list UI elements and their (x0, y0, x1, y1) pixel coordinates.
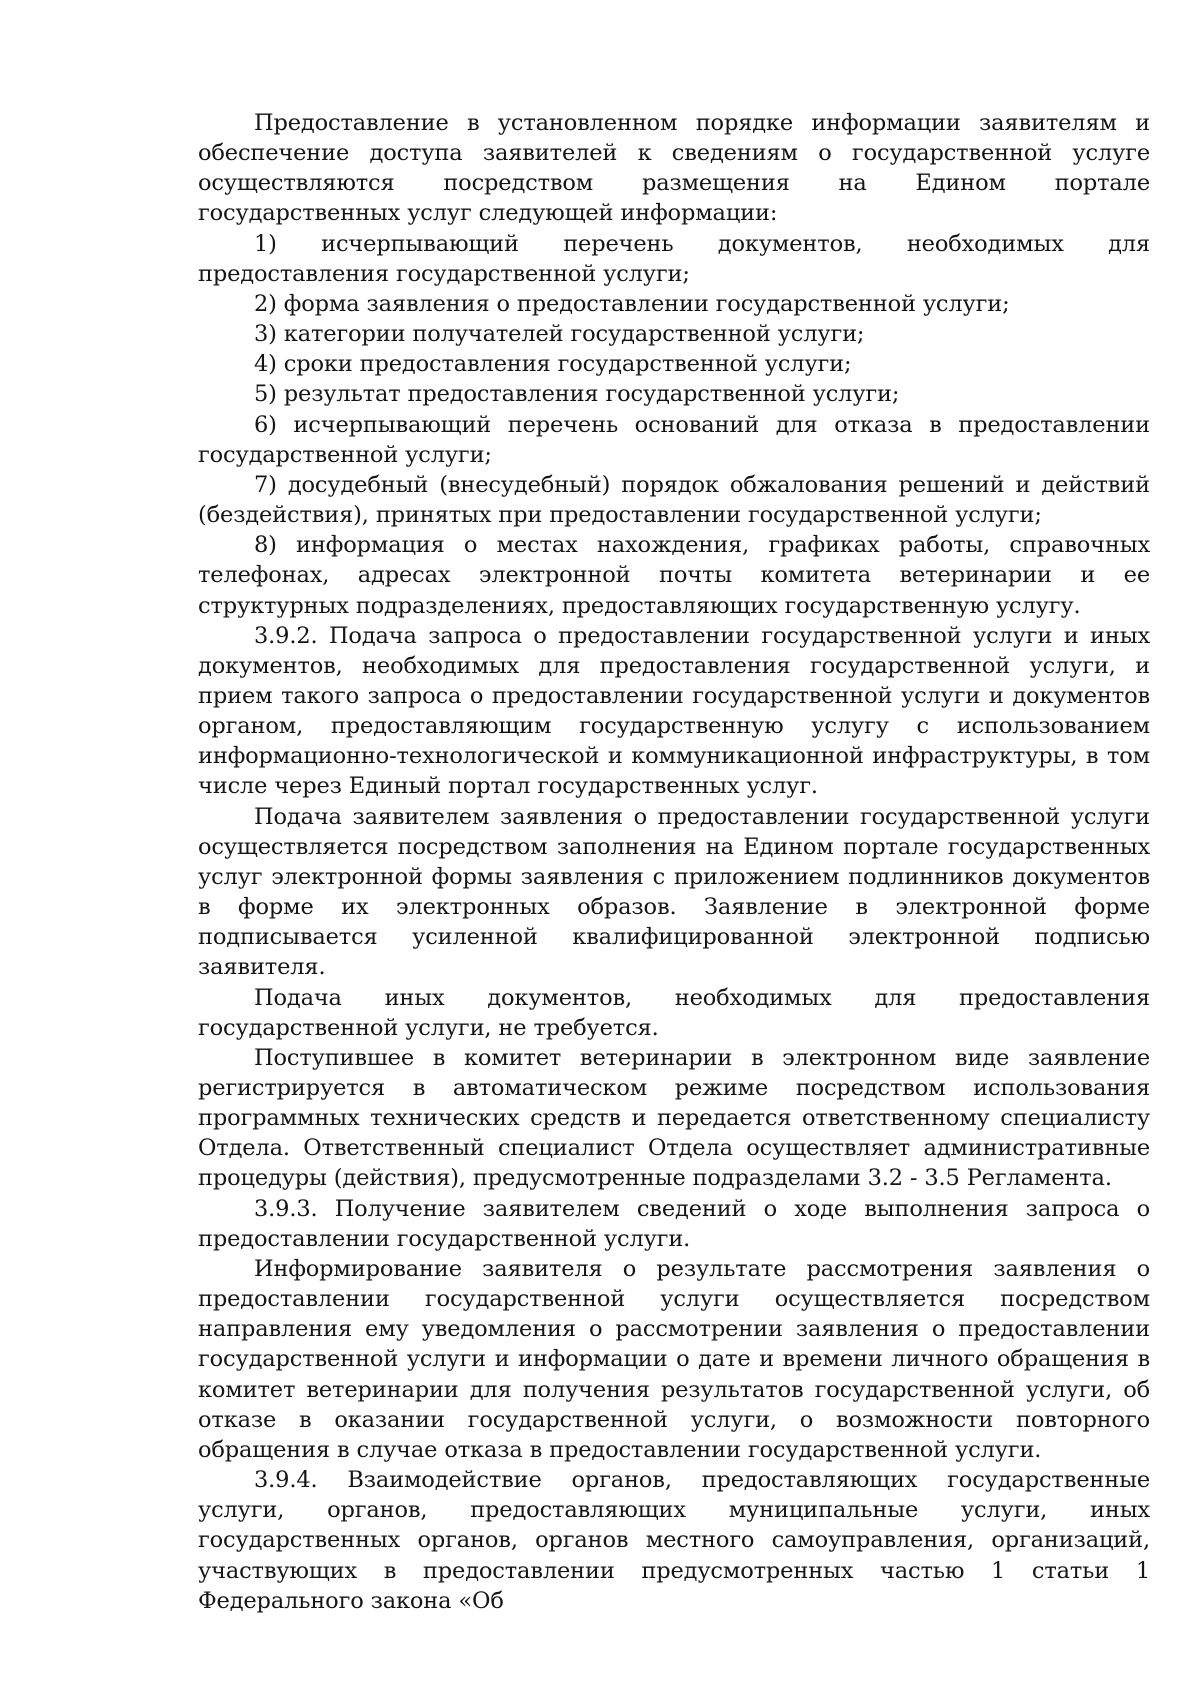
section-3-9-3: 3.9.3. Получение заявителем сведений о ходе выполнения запроса о предоставлении государственной услуги. (198, 1195, 1150, 1252)
list-item-2: 2) форма заявления о предоставлении государственной услуги; (254, 290, 1010, 317)
list-item-5: 5) результат предоставления государственной услуги; (254, 381, 900, 408)
paragraph-informing: Информирование заявителя о результате рассмотрения заявления о предоставлении государственной услуги осуществляется посредством направления ему уведомления о рассмотрении заявления о предоставлении государственной услуги и информации о дате и времени личного обращения в комитет ветеринарии для получения результатов государственной услуги, об отказе в оказании государственной услуги, о возможности повторного обращения в случае отказа в предоставлении государственной услуги. (198, 1255, 1150, 1463)
paragraph-intro: Предоставление в установленном порядке информации заявителям и обеспечение доступа заявителей к сведениям о государственной услуге осуществляются посредством размещения на Едином портале государственных услуг следующей информации: (198, 110, 1150, 227)
paragraph-registration: Поступившее в комитет ветеринарии в электронном виде заявление регистрируется в автоматическом режиме посредством использования программных технических средств и передается ответственному специалисту Отдела. Ответственный специалист Отдела осуществляет административные процедуры (действия), предусмотренные подразделами 3.2 - 3.5 Регламента. (198, 1044, 1150, 1192)
list-item-1: 1) исчерпывающий перечень документов, необходимых для предоставления государственной услуги; (198, 230, 1150, 287)
paragraph-other-documents: Подача иных документов, необходимых для предоставления государственной услуги, не требуется. (198, 984, 1150, 1041)
list-item-3: 3) категории получателей государственной услуги; (254, 321, 865, 348)
list-item-6: 6) исчерпывающий перечень оснований для отказа в предоставлении государственной услуги; (198, 411, 1150, 468)
paragraph-application-submission: Подача заявителем заявления о предоставлении государственной услуги осуществляется посредством заполнения на Едином портале государственных услуг электронной формы заявления с приложением подлинников документов в форме их электронных образов. Заявление в электронной форме подписывается усиленной квалифицированной электронной подписью заявителя. (198, 803, 1150, 981)
list-item-8: 8) информация о местах нахождения, графиках работы, справочных телефонах, адресах электронной почты комитета ветеринарии и ее структурных подразделениях, предоставляющих государственную услугу. (198, 532, 1150, 619)
section-3-9-4: 3.9.4. Взаимодействие органов, предоставляющих государственные услуги, органов, предоставляющих муниципальные услуги, иных государственных органов, органов местного самоуправления, организаций, участвующих в предоставлении предусмотренных частью 1 статьи 1 Федерального закона «Об (198, 1467, 1150, 1614)
list-item-7: 7) досудебный (внесудебный) порядок обжалования решений и действий (бездействия), принятых при предоставлении государственной услуги; (198, 471, 1150, 529)
document-page (198, 108, 1150, 1616)
list-item-4: 4) сроки предоставления государственной услуги; (254, 351, 852, 378)
section-3-9-2: 3.9.2. Подача запроса о предоставлении государственной услуги и иных документов, необходимых для предоставления государственной услуги, и прием такого запроса о предоставлении государственной услуги и документов органом, предоставляющим государственную услугу с использованием информационно-технологической и коммуникационной инфраструктуры, в том числе через Единый портал государственных услуг. (198, 622, 1150, 800)
